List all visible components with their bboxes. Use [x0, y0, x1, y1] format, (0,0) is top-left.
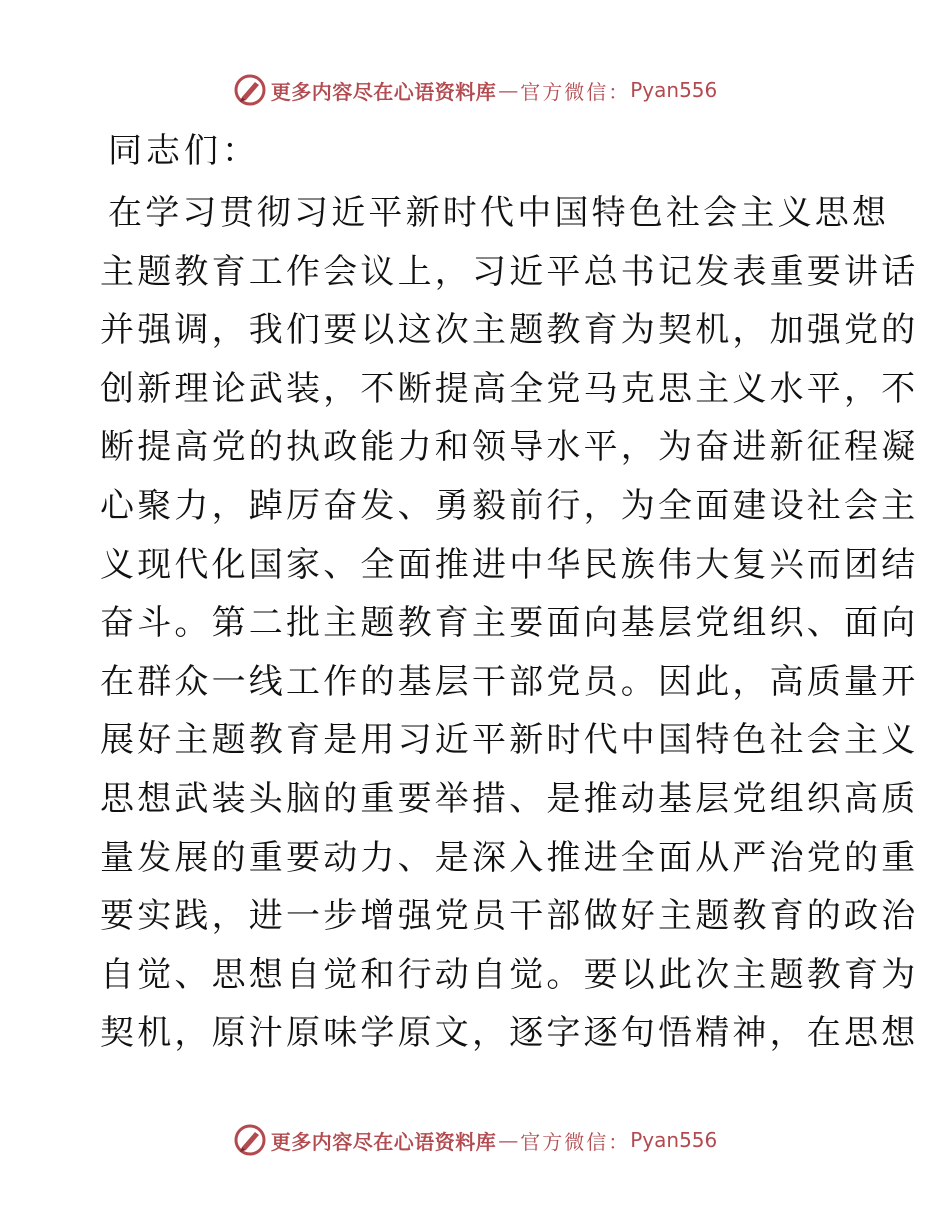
paragraph-line: 奋斗。第二批主题教育主要面向基层党组织、面向 — [100, 603, 919, 644]
paragraph-line: 断提高党的执政能力和领导水平，为奋进新征程凝 — [100, 427, 919, 468]
watermark-label: 官方微信： — [520, 79, 631, 104]
paragraph-line: 心聚力，踔厉奋发、勇毅前行，为全面建设社会主 — [100, 485, 919, 526]
watermark-wechat-id: Pyan556 — [630, 1128, 718, 1152]
watermark-separator: — — [498, 78, 519, 102]
paragraph-line: 量发展的重要动力、是深入推进全面从严治党的重 — [100, 837, 919, 878]
paragraph-line: 主题教育工作会议上，习近平总书记发表重要讲话 — [100, 251, 919, 292]
footer-watermark — [0, 1120, 950, 1160]
paragraph-line: 在学习贯彻习近平新时代中国特色社会主义思想 — [108, 193, 890, 233]
pen-logo-icon — [233, 73, 267, 107]
paragraph-line: 创新理论武装，不断提高全党马克思主义水平，不 — [100, 368, 919, 409]
watermark-brand: 更多内容尽在心语资料库 — [270, 1129, 497, 1154]
document-body — [100, 122, 919, 1063]
paragraph-line: 在群众一线工作的基层干部党员。因此，高质量开 — [100, 661, 919, 702]
paragraph-line: 展好主题教育是用习近平新时代中国特色社会主义 — [100, 720, 919, 761]
salutation: 同志们： — [108, 131, 260, 171]
watermark-brand: 更多内容尽在心语资料库 — [270, 79, 497, 104]
watermark-separator: — — [498, 1128, 519, 1152]
watermark-label: 官方微信： — [520, 1129, 631, 1154]
paragraph-line: 义现代化国家、全面推进中华民族伟大复兴而团结 — [100, 544, 919, 585]
header-watermark — [0, 70, 950, 110]
paragraph-line: 思想武装头脑的重要举措、是推动基层党组织高质 — [100, 778, 919, 819]
paragraph-line: 并强调，我们要以这次主题教育为契机，加强党的 — [100, 310, 919, 351]
paragraph-line: 要实践，进一步增强党员干部做好主题教育的政治 — [100, 896, 919, 937]
paragraph-line: 契机，原汁原味学原文，逐字逐句悟精神，在思想 — [100, 1013, 919, 1054]
paragraph-line: 自觉、思想自觉和行动自觉。要以此次主题教育为 — [100, 954, 919, 995]
pen-logo-icon — [233, 1123, 267, 1157]
watermark-wechat-id: Pyan556 — [630, 78, 718, 102]
